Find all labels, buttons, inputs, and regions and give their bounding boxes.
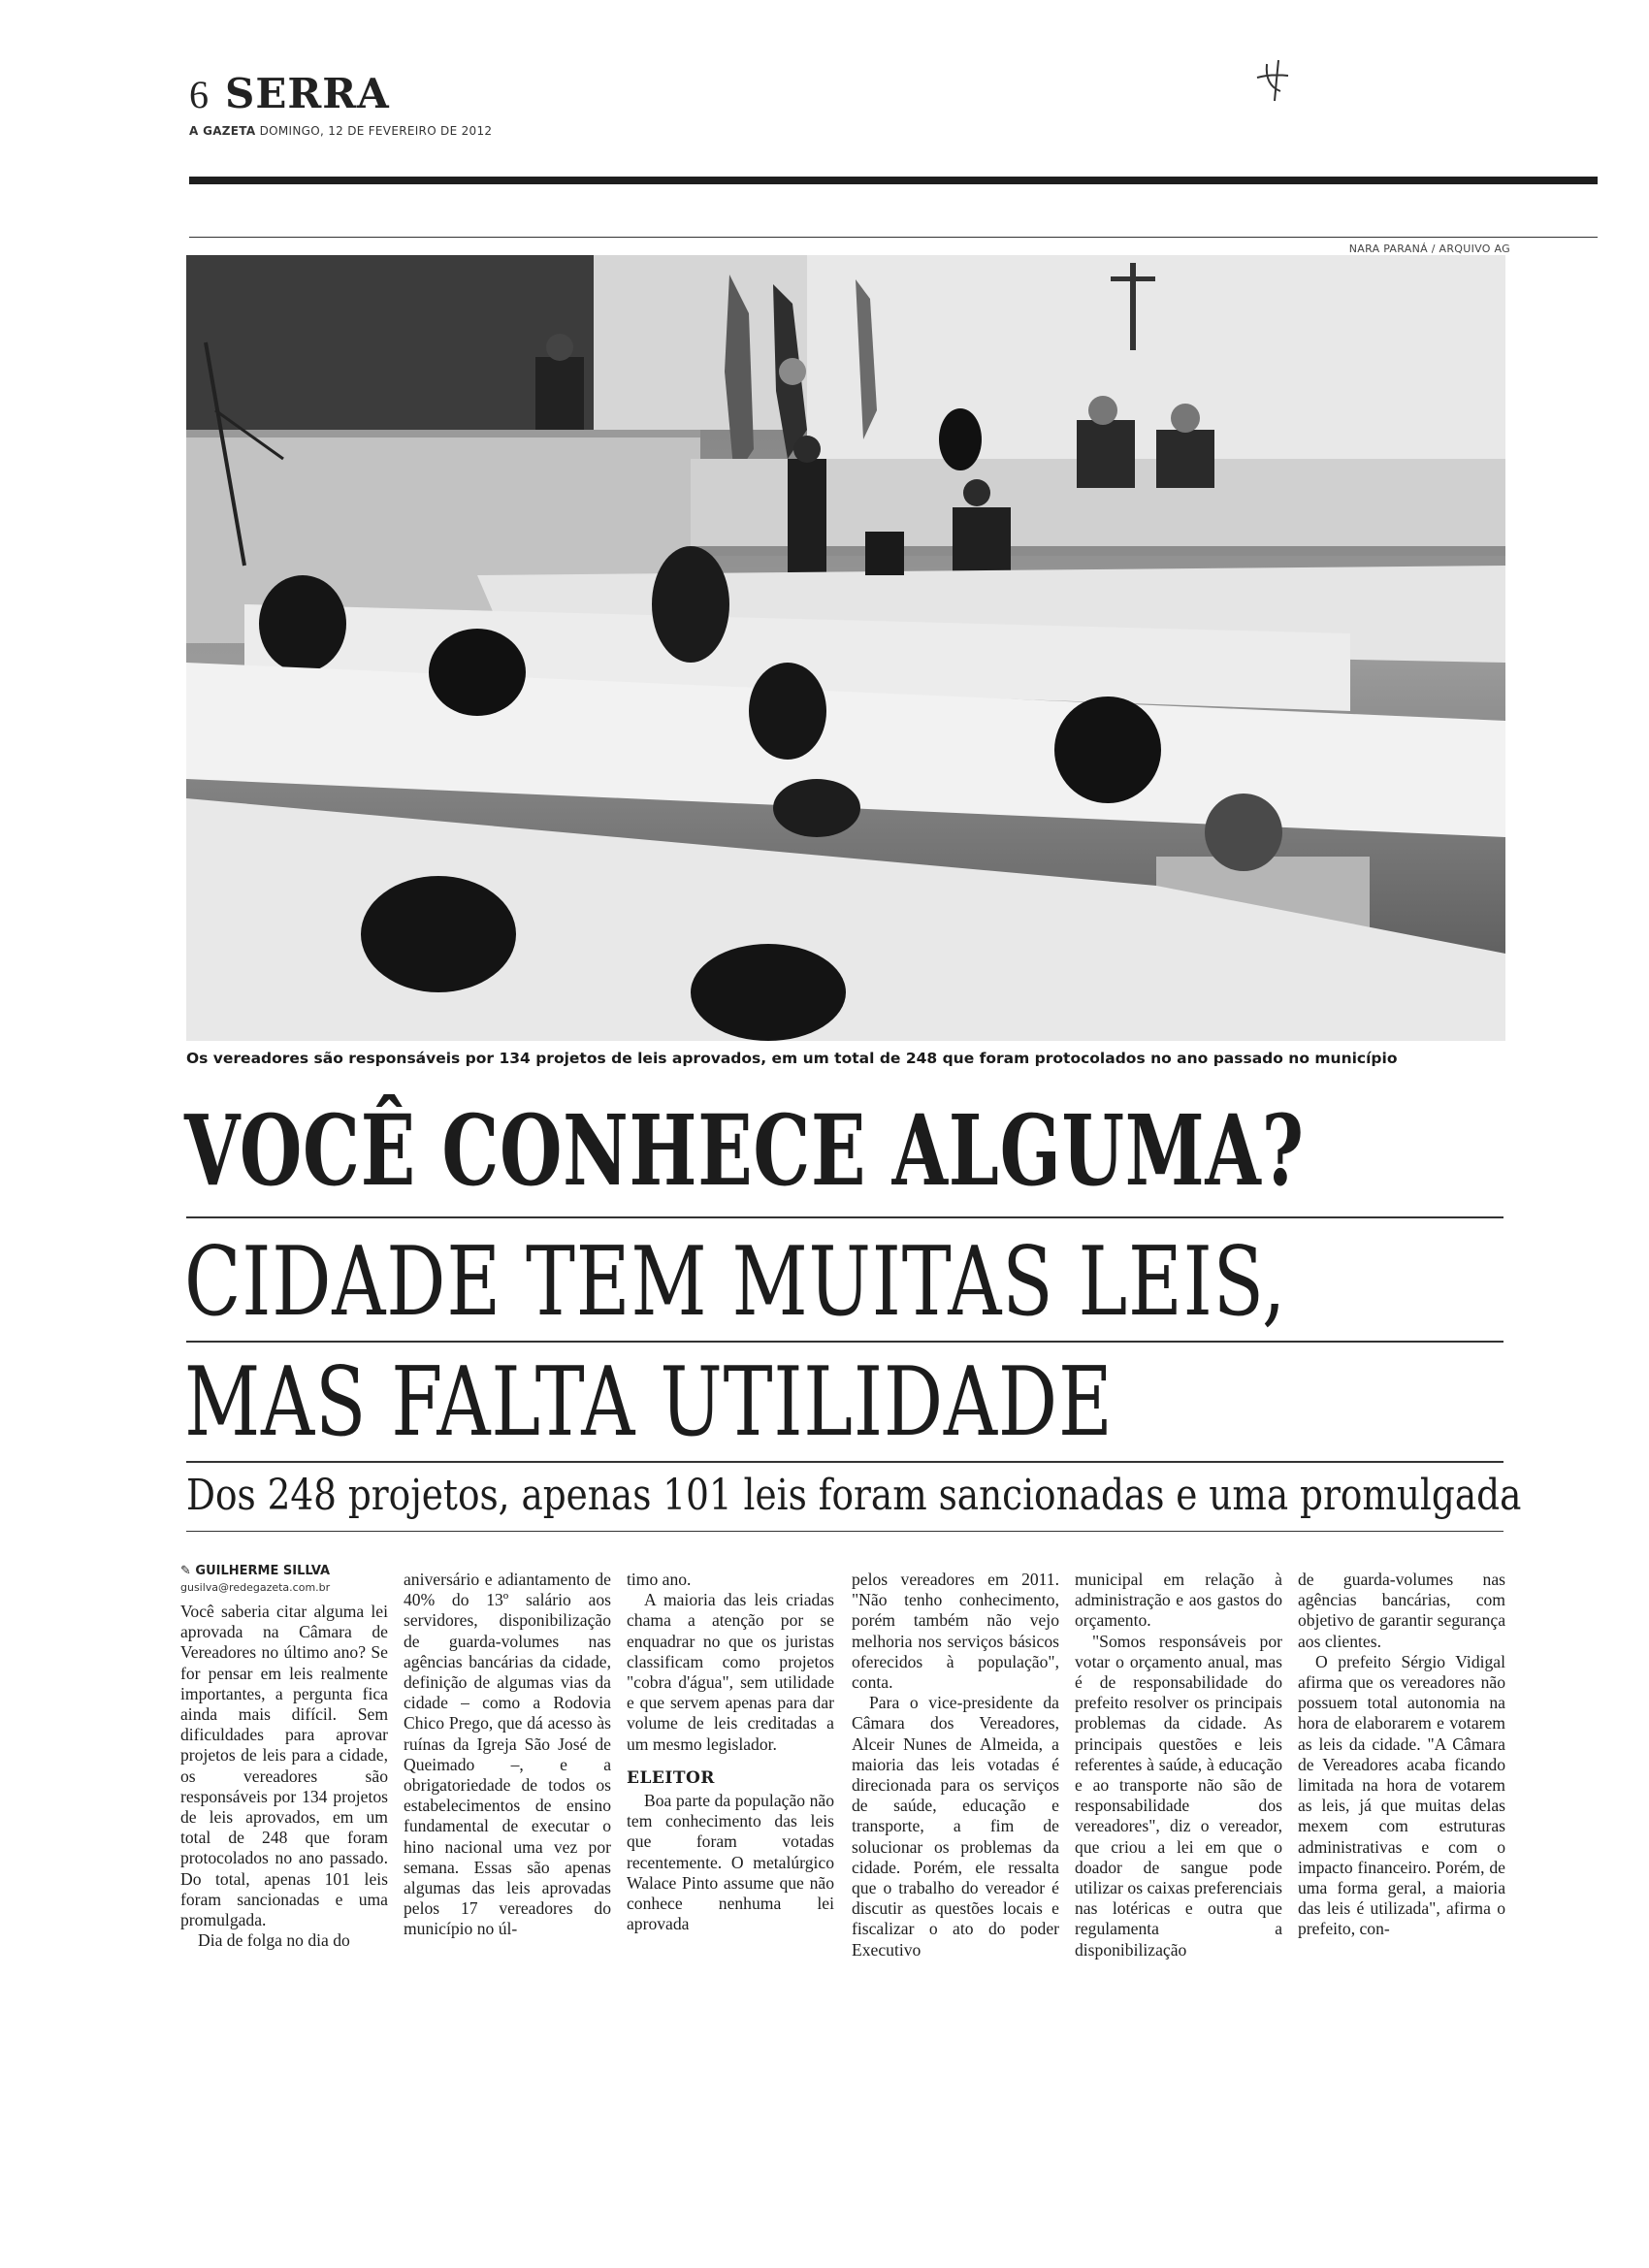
article-column-4 xyxy=(852,1570,1059,1960)
headline-line-2: MAS FALTA UTILIDADE xyxy=(184,1347,1114,1458)
deck-subheadline: Dos 248 projetos, apenas 101 leis foram sancionadas e uma promulgada xyxy=(186,1471,1522,1520)
handwritten-mark xyxy=(1253,56,1292,105)
paragraph: timo ano. xyxy=(627,1570,692,1589)
dateline xyxy=(189,124,492,138)
paragraph: A maioria das leis criadas chama a atenção por se enquadrar no que os juristas classificam como projetos "cobra d'água", sem utilidade e que servem apenas para dar volume de leis creditadas a um mesmo legislador. xyxy=(627,1590,834,1754)
issue-date: DOMINGO, 12 DE FEVEREIRO DE 2012 xyxy=(259,124,493,138)
kicker-headline: VOCÊ CONHECE ALGUMA? xyxy=(184,1093,1305,1208)
section-rule xyxy=(189,237,1598,238)
paragraph: de guarda-volumes nas agências bancárias, com objetivo de garantir segurança aos clientes. xyxy=(1298,1570,1505,1651)
article-column-1 xyxy=(180,1602,388,1951)
masthead-rule xyxy=(189,177,1598,184)
council-chamber-photo xyxy=(186,255,1505,1041)
article-column-5 xyxy=(1075,1570,1282,1960)
pen-icon: ✎ xyxy=(180,1564,196,1578)
deck-divider xyxy=(186,1531,1504,1532)
paragraph: Dia de folga no dia do xyxy=(198,1930,350,1951)
paragraph: pelos vereadores em 2011. "Não tenho conhecimento, porém também não vejo melhoria nos serviços básicos oferecidos à população", conta. xyxy=(852,1570,1059,1693)
article-column-6 xyxy=(1298,1570,1505,1940)
page-number: 6 xyxy=(189,73,209,116)
section-subhead: ELEITOR xyxy=(627,1767,715,1788)
newspaper-name: A GAZETA xyxy=(189,124,256,138)
headline-divider xyxy=(186,1216,1504,1218)
paragraph: Boa parte da população não tem conhecimento das leis que foram votadas recentemente. O metalúrgico Walace Pinto assume que não conhece nenhuma lei aprovada xyxy=(627,1791,834,1934)
headline-line-1: CIDADE TEM MUITAS LEIS, xyxy=(184,1227,1287,1338)
paragraph: aniversário e adiantamento de 40% do 13º salário aos servidores, disponibilização de guarda-volumes nas agências bancárias da cidade, definição de algumas vias da cidade – como a Rodovia Chico Prego, que dá acesso às ruínas da Igreja São José de Queimado –, e a obrigatoriedade de todos os estabelecimentos de ensino fundamental de executar o hino nacional uma vez por semana. Essas são apenas algumas das leis aprovadas pelos 17 vereadores do município no úl- xyxy=(404,1570,611,1939)
article-column-3 xyxy=(627,1570,834,1934)
photo-caption: Os vereadores são responsáveis por 134 projetos de leis aprovados, em um total de 248 que foram protocolados no ano passado no município xyxy=(186,1050,1398,1067)
paragraph: O prefeito Sérgio Vidigal afirma que os vereadores não possuem total autonomia na hora de elaborarem e votarem as leis da cidade. "A Câmara de Vereadores acaba ficando limitada na hora de votarem as leis, já que muitas delas mexem com estruturas administrativas e com o impacto financeiro. Porém, de uma forma geral, a maioria das leis é utilizada", afirma o prefeito, con- xyxy=(1298,1651,1505,1939)
paragraph: Você saberia citar alguma lei aprovada na Câmara de Vereadores no último ano? Se for pensar em leis realmente importantes, a pergunta fica ainda mais difícil. Sem dificuldades para aprovar projetos de leis para a cidade, os vereadores são responsáveis por 134 projetos de leis aprovados, em um total de 248 que foram protocolados no ano passado. Do total, apenas 101 leis foram sancionadas e uma promulgada. xyxy=(180,1602,388,1930)
byline-email: gusilva@redegazeta.com.br xyxy=(180,1581,331,1594)
paragraph: Para o vice-presidente da Câmara dos Vereadores, Alceir Nunes de Almeida, a maioria das leis votadas é direcionada para os serviços de saúde, educação e transporte, a fim de solucionar os problemas da cidade. Porém, ele ressalta que o trabalho do vereador é discutir as questões locais e fiscalizar o ato do poder Executivo xyxy=(852,1693,1059,1960)
headline-divider xyxy=(186,1461,1504,1463)
paragraph: "Somos responsáveis por votar o orçamento anual, mas é de responsabilidade do prefeito resolver os principais problemas da cidade. As principais questões e leis referentes à saúde, à educação e ao transporte não são de responsabilidade dos vereadores", diz o vereador, que criou a lei em que o doador de sangue pode utilizar os caixas preferenciais nas lotéricas e outra que regulamenta a disponibilização xyxy=(1075,1631,1282,1960)
byline-author: ✎ GUILHERME SILLVA xyxy=(180,1564,331,1578)
paragraph: municipal em relação à administração e aos gastos do orçamento. xyxy=(1075,1570,1282,1631)
photo-credit: NARA PARANÁ / ARQUIVO AG xyxy=(1348,243,1510,255)
headline-divider xyxy=(186,1341,1504,1343)
article-column-2 xyxy=(404,1570,611,1940)
section-title: SERRA xyxy=(225,70,390,117)
